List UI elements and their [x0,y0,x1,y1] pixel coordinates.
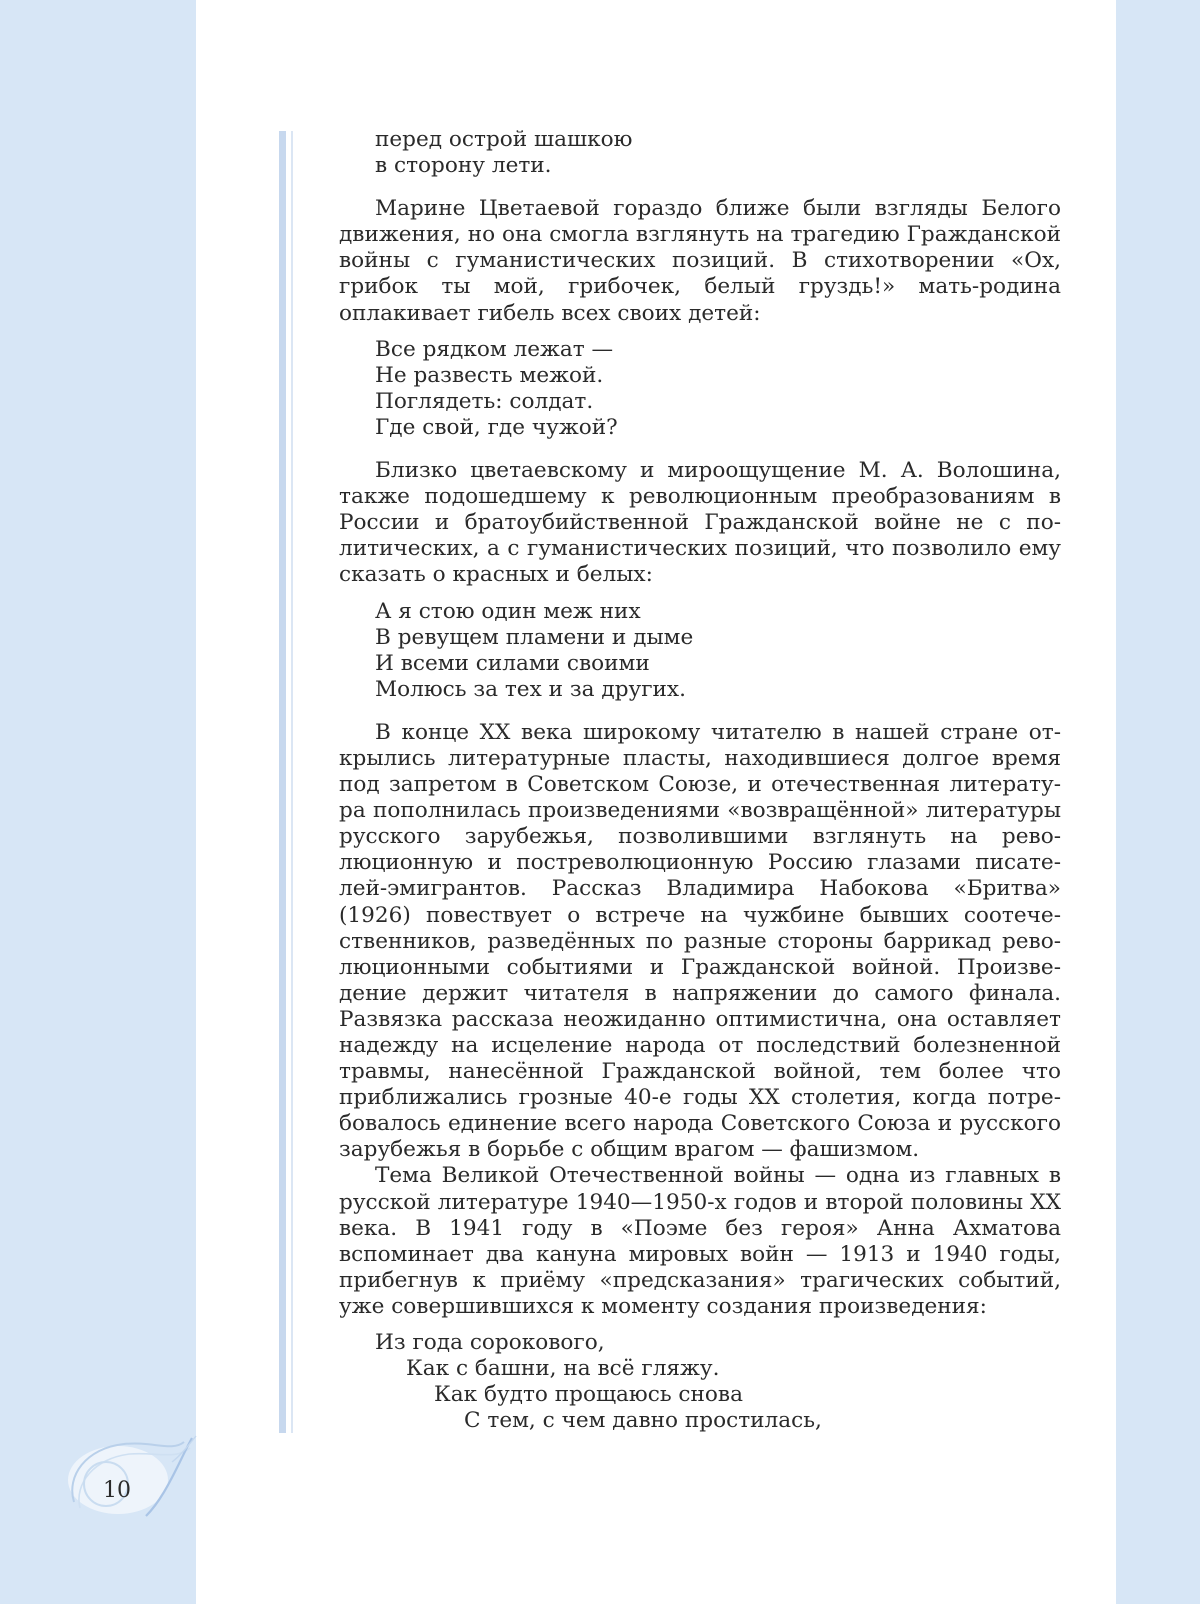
verse-line: В ревущем пламени и дыме [375,624,694,650]
verse-fragment-1 [339,127,1061,179]
verse-fragment-2 [339,337,1061,441]
verse-line: Молюсь за тех и за других. [375,676,686,702]
verse-line: Поглядеть: солдат. [375,388,594,414]
paragraph-akhmatova: Тема Великой Отечественной войны — одна из главных в русской литературе 1940—1950-х годов и второй половины XX века. В 1941 году в «Поэме без героя» Анна Ахматова вспоминает два кануна мировых войн — 1913 и 1940 годы, прибегнув к приёму «предсказания» трагических событий, уже совершившихся к моменту создания произведения: [339,1163,1061,1319]
verse-fragment-4 [339,1330,1061,1434]
page-number: 10 [103,1478,131,1503]
verse-line: перед острой шашкою [375,127,633,152]
paragraph-tsvetaeva: Марине Цветаевой гораздо ближе были взгляды Белого движения, но она смогла взглянуть на трагедию Гражданской войны с гуманистических позиций. В стихотворении «Ох, грибок ты мой, грибочек, белый груздь!» мать-родина оплакивает гибель всех своих детей: [339,196,1061,326]
verse-line: С тем, с чем давно простилась, [464,1408,822,1434]
verse-line: Как с башни, на всё гляжу. [406,1356,720,1382]
page-content [339,127,1061,1434]
verse-line: Где свой, где чужой? [375,414,618,440]
verse-line: Из года сорокового, [375,1330,605,1356]
verse-fragment-3 [339,599,1061,703]
margin-line [291,131,293,1433]
verse-line: А я стою один меж них [375,598,641,624]
verse-line: в сторону лети. [375,153,552,179]
paragraph-nabokov: В конце XX века широкому читателю в нашей стране открылись литературные пласты, находившиеся долгое время под запретом в Советском Союзе, и отечественная литература пополнилась произведениями «возвращённой» литературы русского зарубежья, позволившими взглянуть на революционную и постреволюционную Россию глазами писателей-эмигрантов. Рассказ Владимира Набокова «Бритва» (1926) повествует о встрече на чужбине бывших соотечественников, разведённых по разные стороны баррикад революционными событиями и Гражданской войной. Произведение держит читателя в напряжении до самого финала. Развязка рассказа неожиданно оптимистична, она оставляет надежду на исцеление народа от последствий болезненной травмы, нанесённой Гражданской войной, тем более что приближались грозные 40-е годы XX столетия, когда потребовалось единение всего народа Советского Союза и русского зарубежья в борьбе с общим врагом — фашизмом. [339,719,1061,1163]
paragraph-voloshin: Близко цветаевскому и мироощущение М. А. Волошина, также подошедшему к революционным преобразованиям в России и братоубийственной Гражданской войне не с политических, а с гуманистических позиций, что позволило ему сказать о красных и белых: [339,458,1061,588]
verse-line: И всеми силами своими [375,650,650,676]
margin-bar [279,131,286,1433]
verse-line: Не развесть межой. [375,362,604,388]
verse-line: Как будто прощаюсь снова [434,1382,743,1408]
page-number-ornament [60,1432,200,1518]
verse-line: Все рядком лежат — [375,336,614,362]
